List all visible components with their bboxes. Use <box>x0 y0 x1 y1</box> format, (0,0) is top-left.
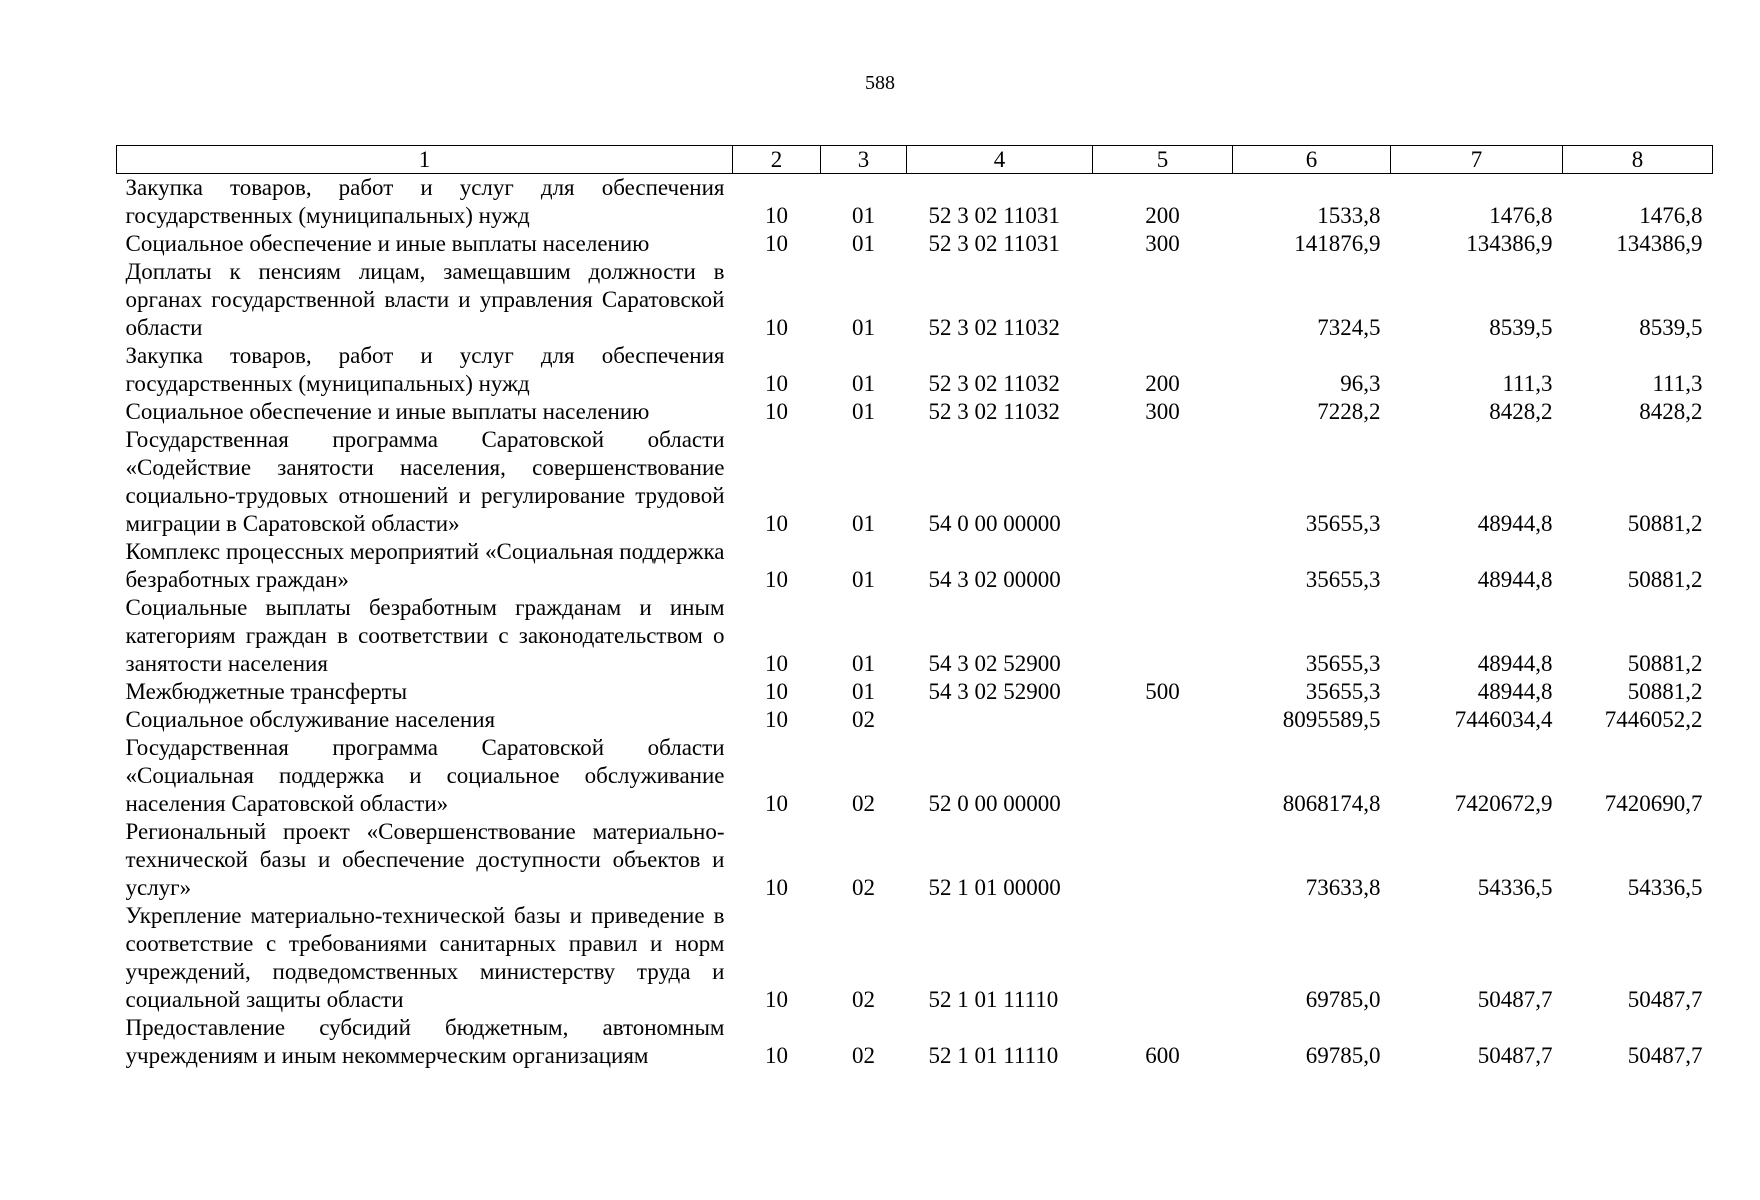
row-subsection: 02 <box>852 791 875 816</box>
row-amount-7: 48944,8 <box>1477 651 1553 676</box>
row-amount-6: 35655,3 <box>1305 651 1381 676</box>
row-amount-7: 48944,8 <box>1477 679 1553 704</box>
row-amount-7: 7446034,4 <box>1454 707 1553 732</box>
table-row <box>117 538 1713 594</box>
row-subsection: 01 <box>852 399 875 424</box>
row-amount-8: 54336,5 <box>1627 875 1703 900</box>
row-target-code: 54 3 02 52900 <box>928 679 1061 704</box>
row-section: 10 <box>765 679 788 704</box>
row-name: Государственная программа Саратовской области «Социальная поддержка и социальное обслуживание населения Саратовской области» <box>125 735 725 816</box>
row-target-code: 52 3 02 11032 <box>928 399 1060 424</box>
row-amount-8: 8539,5 <box>1639 315 1703 340</box>
row-subsection: 01 <box>852 231 875 256</box>
row-amount-7: 134386,9 <box>1466 231 1553 256</box>
row-expense-type: 300 <box>1145 399 1180 424</box>
row-amount-6: 1533,8 <box>1317 203 1381 228</box>
row-amount-8: 1476,8 <box>1639 203 1703 228</box>
row-amount-6: 69785,0 <box>1305 987 1381 1012</box>
row-amount-8: 50487,7 <box>1627 987 1703 1012</box>
row-target-code: 54 3 02 52900 <box>928 651 1061 676</box>
budget-table <box>116 145 1713 1070</box>
row-section: 10 <box>765 399 788 424</box>
row-expense-type <box>1093 902 1233 1014</box>
row-target-code: 54 0 00 00000 <box>928 511 1061 536</box>
row-subsection: 01 <box>852 679 875 704</box>
row-name: Комплекс процессных мероприятий «Социальная поддержка безработных граждан» <box>125 539 725 592</box>
row-name: Доплаты к пенсиям лицам, замещавшим должности в органах государственной власти и управления Саратовской области <box>125 259 725 340</box>
table-row <box>117 342 1713 398</box>
row-amount-8: 50881,2 <box>1627 567 1703 592</box>
row-target-code: 54 3 02 00000 <box>928 567 1061 592</box>
row-subsection: 02 <box>852 875 875 900</box>
row-target-code: 52 3 02 11031 <box>928 203 1060 228</box>
row-amount-6: 35655,3 <box>1305 679 1381 704</box>
row-amount-6: 69785,0 <box>1305 1043 1381 1068</box>
header-col-2: 2 <box>733 146 821 174</box>
row-name: Межбюджетные трансферты <box>125 679 408 704</box>
row-amount-6: 141876,9 <box>1294 231 1381 256</box>
row-expense-type: 300 <box>1145 231 1180 256</box>
row-amount-8: 134386,9 <box>1616 231 1703 256</box>
row-expense-type <box>1093 706 1233 734</box>
row-target-code: 52 3 02 11032 <box>928 315 1060 340</box>
row-section: 10 <box>765 707 788 732</box>
header-col-7: 7 <box>1391 146 1563 174</box>
table-row <box>117 174 1713 231</box>
row-section: 10 <box>765 987 788 1012</box>
row-subsection: 02 <box>852 987 875 1012</box>
row-section: 10 <box>765 1043 788 1068</box>
row-amount-6: 96,3 <box>1340 371 1381 396</box>
row-section: 10 <box>765 511 788 536</box>
row-expense-type: 200 <box>1145 371 1180 396</box>
row-amount-8: 7446052,2 <box>1604 707 1703 732</box>
row-subsection: 01 <box>852 651 875 676</box>
row-expense-type <box>1093 818 1233 902</box>
row-subsection: 01 <box>852 567 875 592</box>
row-amount-8: 50487,7 <box>1627 1043 1703 1068</box>
table-row <box>117 678 1713 706</box>
row-target-code: 52 3 02 11032 <box>928 371 1060 396</box>
header-row <box>117 146 1713 174</box>
row-amount-7: 111,3 <box>1502 371 1553 396</box>
table-row <box>117 594 1713 678</box>
row-name: Социальное обслуживание населения <box>125 707 496 732</box>
table-row <box>117 734 1713 818</box>
row-name: Социальное обеспечение и иные выплаты населению <box>125 399 650 424</box>
row-amount-6: 35655,3 <box>1305 511 1381 536</box>
row-name: Предоставление субсидий бюджетным, автономным учреждениям и иным некоммерческим организациям <box>125 1015 725 1068</box>
row-section: 10 <box>765 791 788 816</box>
page-number: 588 <box>865 72 895 94</box>
row-name: Закупка товаров, работ и услуг для обеспечения государственных (муниципальных) нужд <box>125 175 725 228</box>
row-name: Региональный проект «Совершенствование материально-технической базы и обеспечение доступности объектов и услуг» <box>125 819 725 900</box>
row-target-code <box>907 706 1093 734</box>
row-amount-6: 8068174,8 <box>1282 791 1381 816</box>
row-target-code: 52 3 02 11031 <box>928 231 1060 256</box>
header-col-6: 6 <box>1233 146 1391 174</box>
header-col-4: 4 <box>907 146 1093 174</box>
header-col-1: 1 <box>117 146 733 174</box>
row-name: Закупка товаров, работ и услуг для обеспечения государственных (муниципальных) нужд <box>125 343 725 396</box>
row-amount-7: 48944,8 <box>1477 511 1553 536</box>
row-expense-type: 500 <box>1145 679 1180 704</box>
row-subsection: 01 <box>852 511 875 536</box>
row-expense-type: 200 <box>1145 203 1180 228</box>
row-section: 10 <box>765 315 788 340</box>
header-col-5: 5 <box>1093 146 1233 174</box>
table-row <box>117 258 1713 342</box>
row-amount-8: 50881,2 <box>1627 679 1703 704</box>
row-amount-8: 8428,2 <box>1639 399 1703 424</box>
table-row <box>117 902 1713 1014</box>
row-name: Социальные выплаты безработным гражданам и иным категориям граждан в соответствии с законодательством о занятости населения <box>125 595 725 676</box>
row-target-code: 52 1 01 11110 <box>928 987 1059 1012</box>
row-amount-7: 8428,2 <box>1489 399 1553 424</box>
row-expense-type <box>1093 258 1233 342</box>
row-amount-8: 50881,2 <box>1627 651 1703 676</box>
row-expense-type <box>1093 426 1233 538</box>
row-amount-7: 50487,7 <box>1477 1043 1553 1068</box>
row-subsection: 01 <box>852 315 875 340</box>
row-amount-8: 111,3 <box>1652 371 1703 396</box>
row-target-code: 52 1 01 00000 <box>928 875 1061 900</box>
row-expense-type <box>1093 538 1233 594</box>
row-amount-7: 54336,5 <box>1477 875 1553 900</box>
table-row <box>117 230 1713 258</box>
row-expense-type <box>1093 594 1233 678</box>
row-section: 10 <box>765 371 788 396</box>
row-target-code: 52 0 00 00000 <box>928 791 1061 816</box>
row-subsection: 02 <box>852 707 875 732</box>
table-header <box>117 146 1713 174</box>
row-amount-7: 7420672,9 <box>1454 791 1553 816</box>
row-target-code: 52 1 01 11110 <box>928 1043 1059 1068</box>
row-amount-6: 73633,8 <box>1305 875 1381 900</box>
row-section: 10 <box>765 231 788 256</box>
row-subsection: 01 <box>852 371 875 396</box>
row-name: Государственная программа Саратовской области «Содействие занятости населения, совершенствование социально-трудовых отношений и регулирование трудовой миграции в Саратовской области» <box>125 427 725 536</box>
row-amount-7: 8539,5 <box>1489 315 1553 340</box>
row-amount-6: 7324,5 <box>1317 315 1381 340</box>
row-amount-7: 50487,7 <box>1477 987 1553 1012</box>
row-section: 10 <box>765 203 788 228</box>
header-col-3: 3 <box>821 146 907 174</box>
table-row <box>117 1014 1713 1070</box>
row-amount-6: 8095589,5 <box>1282 707 1381 732</box>
row-section: 10 <box>765 875 788 900</box>
row-amount-7: 48944,8 <box>1477 567 1553 592</box>
row-subsection: 01 <box>852 203 875 228</box>
table-row <box>117 818 1713 902</box>
table-row <box>117 398 1713 426</box>
row-section: 10 <box>765 567 788 592</box>
row-amount-8: 50881,2 <box>1627 511 1703 536</box>
table-row <box>117 706 1713 734</box>
row-amount-7: 1476,8 <box>1489 203 1553 228</box>
row-amount-6: 35655,3 <box>1305 567 1381 592</box>
row-name: Укрепление материально-технической базы и приведение в соответствие с требованиями санитарных правил и норм учреждений, подведомственных министерству труда и социальной защиты области <box>125 903 725 1012</box>
row-amount-6: 7228,2 <box>1317 399 1381 424</box>
table-body <box>117 174 1713 1071</box>
row-expense-type <box>1093 734 1233 818</box>
header-col-8: 8 <box>1563 146 1713 174</box>
row-subsection: 02 <box>852 1043 875 1068</box>
row-amount-8: 7420690,7 <box>1604 791 1703 816</box>
row-expense-type: 600 <box>1145 1043 1180 1068</box>
row-name: Социальное обеспечение и иные выплаты населению <box>125 231 650 256</box>
row-section: 10 <box>765 651 788 676</box>
table-row <box>117 426 1713 538</box>
